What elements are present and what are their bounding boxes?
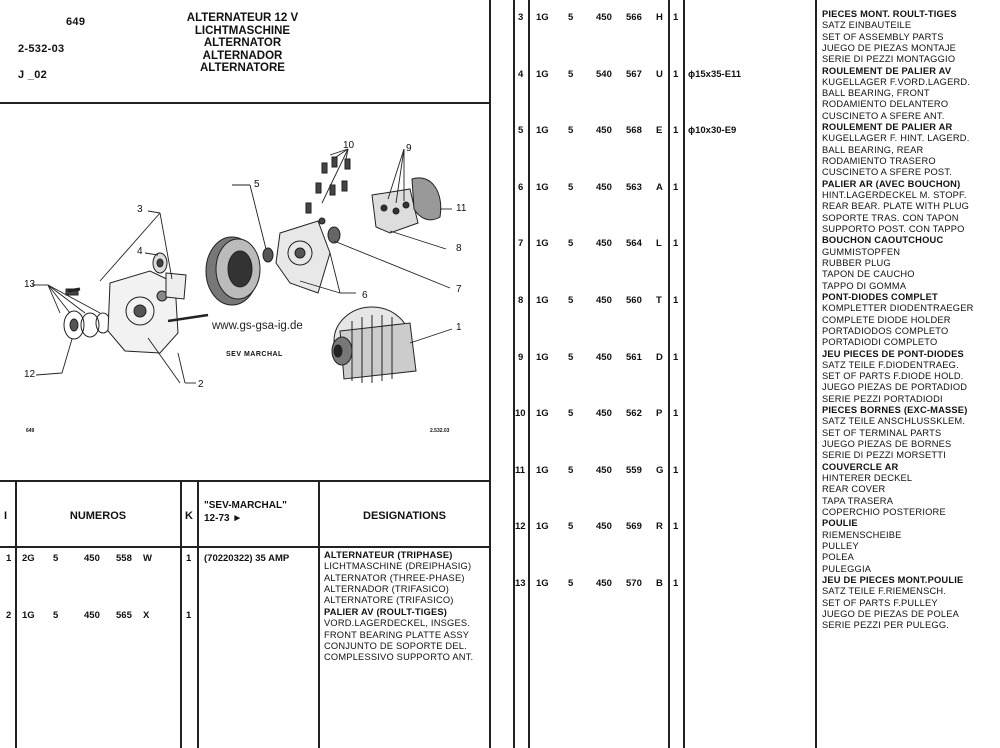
designation-line: REAR BEAR. PLATE WITH PLUG <box>822 201 970 212</box>
designation-line: SERIE DI PEZZI MORSETTI <box>822 450 946 461</box>
row-code-a: 1G <box>536 464 549 476</box>
row-sev-ref: (70220322) 35 AMP <box>204 553 290 564</box>
row-code-b: 5 <box>568 238 574 250</box>
callout-12: 12 <box>24 369 36 380</box>
designation-line: HINT.LAGERDECKEL M. STOPF. <box>822 190 967 201</box>
designation-line: TAPON DE CAUCHO <box>822 269 915 280</box>
row-code-c: 450 <box>596 238 612 250</box>
row-code-e: D <box>656 351 663 363</box>
watermark-url: www.gs-gsa-ig.de <box>212 320 303 332</box>
designation-line: COMPLETE DIODE HOLDER <box>822 314 951 325</box>
designation-line: PONT-DIODES COMPLET <box>822 292 938 302</box>
designation-line: JEU DE PIECES MONT.POULIE <box>822 575 964 585</box>
designation-line: SATZ TEILE F.RIEMENSCH. <box>822 586 947 597</box>
row-code-b: 5 <box>568 68 574 80</box>
row-code-a: 1G <box>536 12 549 23</box>
row-qty: 1 <box>673 181 679 193</box>
row-code-e: P <box>656 408 663 420</box>
row-code-e: E <box>656 125 663 137</box>
row-qty: 1 <box>673 295 679 306</box>
part-13-pulley-parts <box>64 289 110 339</box>
row-code-a: 1G <box>536 351 549 363</box>
row-designation <box>822 66 970 122</box>
row-code-d: 565 <box>116 610 132 621</box>
row-code-c: 450 <box>84 553 100 564</box>
designation-line: JUEGO DE PIEZAS MONTAJE <box>822 42 957 53</box>
row-code-d: 559 <box>626 464 642 476</box>
callout-11: 11 <box>456 203 467 214</box>
callout-8: 8 <box>456 243 462 254</box>
row-code-e: G <box>656 464 664 476</box>
designation-line: ALTERNATEUR (TRIPHASE) <box>324 550 453 560</box>
callout-10: 10 <box>343 140 355 151</box>
row-code-d: 567 <box>626 68 642 80</box>
row-designation <box>822 292 974 348</box>
row-code-a: 1G <box>536 295 549 306</box>
row-code-c: 540 <box>596 68 612 80</box>
row-qty: 1 <box>186 553 192 564</box>
row-designation <box>822 235 943 291</box>
part-11-rear-cover <box>412 178 441 220</box>
designation-line: PULEGGIA <box>822 563 872 574</box>
row-qty: 1 <box>673 125 679 137</box>
right-col-divider-sev <box>815 0 817 748</box>
section-code: J _02 <box>18 69 48 81</box>
row-qty: 1 <box>673 408 679 420</box>
alternator-exploded-view <box>0 103 490 480</box>
right-col-divider-numeros <box>528 0 530 748</box>
row-index: 13 <box>515 578 526 589</box>
row-code-a: 1G <box>536 521 549 533</box>
title-it: ALTERNATORE <box>200 62 285 75</box>
row-index: 3 <box>518 12 524 23</box>
col-header-sev-sub: 12-73 ► <box>204 513 243 524</box>
row-code-d: 558 <box>116 553 132 564</box>
row-code-d: 561 <box>626 351 642 363</box>
designation-line: CUSCINETO A SFERE POST. <box>822 167 952 178</box>
part-1-alternator <box>332 307 416 383</box>
row-code-c: 450 <box>596 408 612 420</box>
designation-line: ALTERNATOR (THREE-PHASE) <box>324 572 465 583</box>
designation-line: CUSCINETO A SFERE ANT. <box>822 110 945 121</box>
page-number: 649 <box>66 16 86 28</box>
part-6-stator <box>206 237 260 305</box>
row-code-c: 450 <box>596 295 612 306</box>
row-code-b: 5 <box>53 610 59 621</box>
part-4-front-bearing <box>153 253 167 273</box>
row-code-a: 1G <box>536 238 549 250</box>
part-8-diode-holder <box>372 189 418 233</box>
row-qty: 1 <box>673 578 679 589</box>
row-designation <box>822 349 967 405</box>
designation-line: SET OF TERMINAL PARTS <box>822 427 942 438</box>
row-code-b: 5 <box>568 295 574 306</box>
row-designation <box>822 405 968 461</box>
designation-line: ALTERNADOR (TRIFASICO) <box>324 583 450 594</box>
row-code-c: 450 <box>596 351 612 363</box>
row-index: 9 <box>518 351 524 363</box>
row-designation <box>324 607 473 663</box>
row-code-b: 5 <box>53 553 59 564</box>
designation-line: PIECES BORNES (EXC-MASSE) <box>822 405 968 416</box>
row-code-c: 450 <box>84 610 100 621</box>
designation-line: JUEGO PIEZAS DE PORTADIOD <box>822 382 968 393</box>
row-sev-ref: ϕ15x35-E11 <box>688 68 742 80</box>
row-code-d: 569 <box>626 521 642 533</box>
title-de: LICHTMASCHINE <box>194 24 291 37</box>
designation-line: REAR COVER <box>822 484 886 495</box>
row-code-b: 5 <box>568 181 574 193</box>
diagram-divider <box>0 480 490 482</box>
col-header-i: I <box>4 510 8 522</box>
designation-line: COUVERCLE AR <box>822 461 899 472</box>
designation-line: LICHTMASCHINE (DREIPHASIG) <box>324 561 472 572</box>
row-code-a: 1G <box>536 68 549 80</box>
callout-5: 5 <box>254 179 260 190</box>
exploded-diagram <box>0 103 490 480</box>
designation-line: SET OF PARTS F.PULLEY <box>822 597 938 608</box>
row-sev-ref: ϕ10x30-E9 <box>688 125 737 137</box>
row-code-e: B <box>656 578 663 589</box>
designation-line: SERIE PEZZI PER PULEGG. <box>822 620 950 631</box>
row-code-c: 450 <box>596 521 612 533</box>
designation-line: SERIE PEZZI PORTADIODI <box>822 393 943 404</box>
row-code-c: 450 <box>596 578 612 589</box>
row-index: 1 <box>6 553 12 564</box>
designation-line: SUPPORTO POST. CON TAPPO <box>822 223 965 234</box>
designation-line: SATZ EINBAUTEILE <box>822 20 912 31</box>
designation-line: CONJUNTO DE SOPORTE DEL. <box>324 640 467 651</box>
designation-line: SERIE DI PEZZI MONTAGGIO <box>822 54 956 65</box>
designation-line: SET OF PARTS F.DIODE HOLD. <box>822 371 964 382</box>
row-designation <box>324 550 471 606</box>
designation-line: FRONT BEARING PLATTE ASSY <box>324 629 470 640</box>
row-code-b: 5 <box>568 125 574 137</box>
row-code-e: A <box>656 181 663 193</box>
diagram-corner-right: 2.532.03 <box>430 428 450 434</box>
row-code-e: T <box>656 295 662 306</box>
row-qty: 1 <box>673 238 679 250</box>
designation-line: POULIE <box>822 518 858 529</box>
title-es: ALTERNADOR <box>202 49 283 62</box>
designation-line: KOMPLETTER DIODENTRAEGER <box>822 303 974 314</box>
callout-13: 13 <box>24 279 36 290</box>
designation-line: TAPPO DI GOMMA <box>822 280 907 291</box>
designation-line: JEU PIECES DE PONT-DIODES <box>822 348 964 359</box>
designation-line: KUGELLAGER F.VORD.LAGERD. <box>822 76 971 87</box>
row-index: 6 <box>518 181 524 193</box>
page-title <box>150 12 335 75</box>
row-code-e: W <box>143 553 152 564</box>
row-qty: 1 <box>673 68 679 80</box>
row-code-a: 1G <box>536 181 549 193</box>
row-index: 8 <box>518 295 524 306</box>
designation-line: SATZ TEILE ANSCHLUSSKLEM. <box>822 416 966 427</box>
row-qty: 1 <box>186 610 192 621</box>
row-code-d: 568 <box>626 125 642 137</box>
row-index: 11 <box>515 464 526 476</box>
callout-2: 2 <box>198 379 204 390</box>
row-qty: 1 <box>673 521 679 533</box>
row-code-d: 570 <box>626 578 642 589</box>
designation-line: JUEGO PIEZAS DE BORNES <box>822 439 952 450</box>
row-code-b: 5 <box>568 408 574 420</box>
callout-1: 1 <box>456 322 462 333</box>
right-col-divider-k <box>683 0 685 748</box>
row-code-c: 450 <box>596 125 612 137</box>
row-code-b: 5 <box>568 521 574 533</box>
col-header-k: K <box>185 510 193 522</box>
row-code-a: 2G <box>22 553 35 564</box>
row-code-a: 1G <box>536 578 549 589</box>
row-designation <box>822 518 902 574</box>
designation-line: RIEMENSCHEIBE <box>822 529 902 540</box>
callout-3: 3 <box>137 204 143 215</box>
designation-line: KUGELLAGER F. HINT. LAGERD. <box>822 133 970 144</box>
designation-line: ROULEMENT DE PALIER AV <box>822 65 952 76</box>
col-header-designations: DESIGNATIONS <box>363 510 446 522</box>
row-code-e: X <box>143 610 150 621</box>
row-code-a: 1G <box>536 408 549 420</box>
right-col-divider-letter <box>668 0 670 748</box>
designation-line: RUBBER PLUG <box>822 257 891 268</box>
col-divider-k <box>197 482 199 748</box>
designation-line: ROULEMENT DE PALIER AR <box>822 122 953 133</box>
callout-7: 7 <box>456 284 462 295</box>
designation-line: BALL BEARING, REAR <box>822 144 924 155</box>
designation-line: BOUCHON CAOUTCHOUC <box>822 235 944 246</box>
title-en: ALTERNATOR <box>203 37 282 50</box>
designation-line: JUEGO DE PIEZAS DE POLEA <box>822 608 960 619</box>
row-code-d: 564 <box>626 238 642 250</box>
title-fr: ALTERNATEUR 12 V <box>186 12 299 24</box>
designation-line: PULLEY <box>822 540 859 551</box>
designation-line: HINTERER DECKEL <box>822 473 913 484</box>
reference-code: 2-532-03 <box>18 43 65 55</box>
row-index: 7 <box>518 238 524 250</box>
row-designation <box>822 462 946 518</box>
row-code-c: 450 <box>596 12 612 23</box>
designation-line: PORTADIODOS COMPLETO <box>822 325 949 336</box>
row-designation <box>822 9 957 65</box>
row-code-a: 1G <box>22 610 35 621</box>
col-header-sev-title: "SEV-MARCHAL" <box>204 500 287 511</box>
designation-line: SET OF ASSEMBLY PARTS <box>822 31 944 42</box>
row-designation <box>822 179 969 235</box>
row-code-d: 566 <box>626 12 642 23</box>
designation-line: PALIER AR (AVEC BOUCHON) <box>822 178 961 189</box>
designation-line: RODAMIENTO TRASERO <box>822 156 936 167</box>
row-designation <box>822 122 969 178</box>
callout-9: 9 <box>406 143 412 154</box>
row-code-a: 1G <box>536 125 549 137</box>
row-code-d: 563 <box>626 181 642 193</box>
designation-line: GUMMISTOPFEN <box>822 246 901 257</box>
row-code-c: 450 <box>596 181 612 193</box>
designation-line: RODAMIENTO DELANTERO <box>822 99 949 110</box>
row-index: 5 <box>518 125 524 137</box>
row-qty: 1 <box>673 351 679 363</box>
row-code-b: 5 <box>568 351 574 363</box>
row-code-e: L <box>656 238 662 250</box>
designation-line: POLEA <box>822 552 855 563</box>
table-header-divider <box>0 546 490 548</box>
designation-line: COMPLESSIVO SUPPORTO ANT. <box>324 652 474 663</box>
brand-label: SEV MARCHAL <box>226 351 283 358</box>
designation-line: SOPORTE TRAS. CON TAPON <box>822 212 959 223</box>
designation-line: COPERCHIO POSTERIORE <box>822 506 946 517</box>
designation-line: PORTADIODI COMPLETO <box>822 337 938 348</box>
row-designation <box>822 575 963 631</box>
callout-4: 4 <box>137 246 143 257</box>
designation-line: TAPA TRASERA <box>822 495 894 506</box>
row-code-d: 560 <box>626 295 642 306</box>
row-index: 10 <box>515 408 526 420</box>
col-header-numeros: NUMEROS <box>69 510 127 522</box>
row-code-e: U <box>656 68 663 80</box>
right-col-divider-i <box>513 0 515 748</box>
row-code-b: 5 <box>568 464 574 476</box>
row-code-d: 562 <box>626 408 642 420</box>
callout-6: 6 <box>362 290 368 301</box>
row-index: 2 <box>6 610 12 621</box>
diagram-corner-left: 649 <box>26 428 35 434</box>
row-index: 4 <box>518 68 524 80</box>
row-qty: 1 <box>673 464 679 476</box>
designation-line: BALL BEARING, FRONT <box>822 88 930 99</box>
row-code-b: 5 <box>568 12 574 23</box>
designation-line: VORD.LAGERDECKEL, INSGES. <box>324 618 471 629</box>
designation-line: ALTERNATORE (TRIFASICO) <box>324 595 454 606</box>
row-code-e: H <box>656 12 663 23</box>
row-code-b: 5 <box>568 578 574 589</box>
row-code-c: 450 <box>596 464 612 476</box>
row-code-e: R <box>656 521 663 533</box>
designation-line: SATZ TEILE F.DIODENTRAEG. <box>822 359 959 370</box>
row-index: 12 <box>515 521 526 533</box>
designation-line: PIECES MONT. ROULT-TIGES <box>822 9 957 19</box>
designation-line: PALIER AV (ROULT-TIGES) <box>324 607 448 617</box>
row-qty: 1 <box>673 12 679 23</box>
